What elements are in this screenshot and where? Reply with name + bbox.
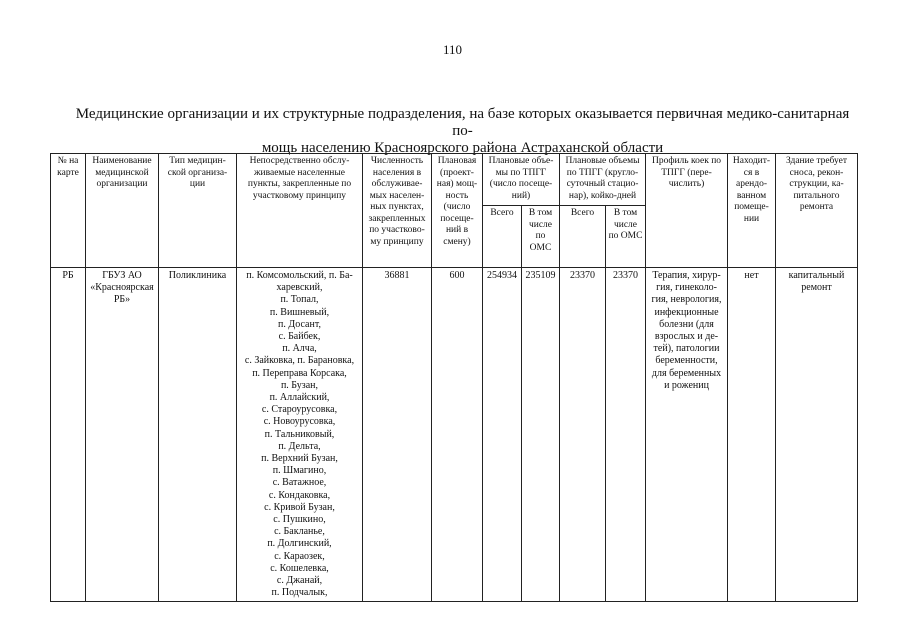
settlement-item: п. Долгинский,	[267, 538, 332, 550]
cell-profile	[646, 268, 728, 602]
header-org-type: Тип медицин-ской организа-ции	[159, 154, 237, 268]
cell-beds-oms: 23370	[606, 268, 646, 602]
profile-line: взрослых и де-	[654, 331, 719, 343]
table-row	[51, 268, 858, 602]
settlement-item: п. Дельта,	[278, 440, 321, 452]
settlement-item: с. Новоурусовка,	[263, 416, 336, 428]
profile-list	[648, 270, 725, 392]
settlement-item: п. Досант,	[278, 318, 321, 330]
header-rented: Находит-ся в арендо-ванном помеще-нии	[728, 154, 776, 268]
header-capacity: Плановая (проект-ная) мощ-ность (число посеще-ний в смену)	[432, 154, 483, 268]
settlement-item: п. Шмагино,	[272, 465, 327, 477]
cell-visits-total: 254934	[483, 268, 522, 602]
settlement-item: п. Тальниковый,	[264, 428, 335, 440]
profile-line: беременности,	[655, 355, 718, 367]
profile-line: Терапия, хирур-	[652, 270, 721, 281]
profile-line: гия, гинеколо-	[656, 282, 717, 294]
title-line-1: Медицинские организации и их структурные подразделения, на базе которых оказывается первичная медико-санитарная по-	[75, 106, 850, 139]
header-beds-total: Всего	[560, 206, 606, 268]
settlement-item: с. Байбек,	[278, 331, 321, 343]
settlement-item: п. Вишневый,	[269, 306, 330, 318]
profile-line: инфекционные	[654, 306, 719, 318]
header-population: Численность населения в обслуживае-мых населен-ных пунктах, закрепленных по участково-му принципу	[363, 154, 432, 268]
header-map-no: № на карте	[51, 154, 86, 268]
settlement-item: п. Комсомольский, п. Ба-	[246, 270, 353, 281]
header-settlements: Непосредственно обслу-живаемые населенные пункты, закрепленные по участковому принципу	[237, 154, 363, 268]
document-title	[70, 106, 855, 157]
cell-org-name: ГБУЗ АО «Красноярская РБ»	[86, 268, 159, 602]
settlements-list	[239, 270, 360, 599]
header-visits-total: Всего	[483, 206, 522, 268]
page-number: 110	[442, 42, 463, 57]
cell-map-no: РБ	[51, 268, 86, 602]
profile-line: гия, неврология,	[651, 294, 722, 306]
settlement-item: п. Переправа Корсака,	[252, 367, 347, 379]
cell-population: 36881	[363, 268, 432, 602]
header-beds: Плановые объемы по ТПГГ (кругло-суточный стацио-нар), койко-дней	[560, 154, 646, 206]
title-line-2: мощь населению Красноярского района Астраханской области	[261, 140, 664, 156]
header-org-name: Наименование медицинской организации	[86, 154, 159, 268]
header-profile: Профиль коек по ТПГГ (пере-числить)	[646, 154, 728, 268]
settlement-item: п. Аллайский,	[269, 392, 330, 404]
cell-beds-total: 23370	[560, 268, 606, 602]
settlement-item: с. Кондаковка,	[268, 489, 331, 501]
settlement-item: с. Староурусовка,	[261, 404, 338, 416]
header-visits: Плановые объе-мы по ТПГГ (число посеще-ний)	[483, 154, 560, 206]
settlement-item: с. Зайковка, п. Барановка,	[244, 355, 355, 367]
settlement-item: с. Джанай,	[276, 575, 323, 587]
settlement-item: п. Бузан,	[280, 379, 319, 391]
header-beds-oms: В том числе по ОМС	[606, 206, 646, 268]
settlement-item: п. Верхний Бузан,	[261, 453, 338, 465]
profile-line: для беременных	[651, 367, 722, 379]
header-row-1	[51, 154, 858, 206]
settlement-item: харевский,	[276, 282, 323, 294]
settlement-item: с. Кривой Бузан,	[264, 501, 335, 513]
settlement-item: с. Кошелевка,	[270, 562, 329, 574]
profile-line: и рожениц	[664, 379, 709, 391]
settlement-item: с. Ватажное,	[272, 477, 327, 489]
cell-capacity: 600	[432, 268, 483, 602]
header-repair: Здание требует сноса, рекон-струкции, ка-питального ремонта	[776, 154, 858, 268]
profile-line: тей), патологии	[653, 343, 720, 355]
settlement-item: п. Алча,	[282, 343, 317, 355]
settlement-item: с. Бакланье,	[274, 526, 325, 538]
organizations-table	[50, 153, 858, 602]
cell-rented: нет	[728, 268, 776, 602]
cell-org-type: Поликлиника	[159, 268, 237, 602]
settlement-item: с. Караозек,	[274, 550, 325, 562]
cell-visits-oms: 235109	[522, 268, 560, 602]
cell-settlements	[237, 268, 363, 602]
profile-line: болезни (для	[659, 318, 714, 330]
settlement-item: с. Пушкино,	[273, 514, 326, 526]
settlement-item: п. Топал,	[280, 294, 319, 306]
settlement-item: п. Подчалык,	[271, 587, 328, 599]
cell-repair: капитальный ремонт	[776, 268, 858, 602]
header-visits-oms: В том числе по ОМС	[522, 206, 560, 268]
